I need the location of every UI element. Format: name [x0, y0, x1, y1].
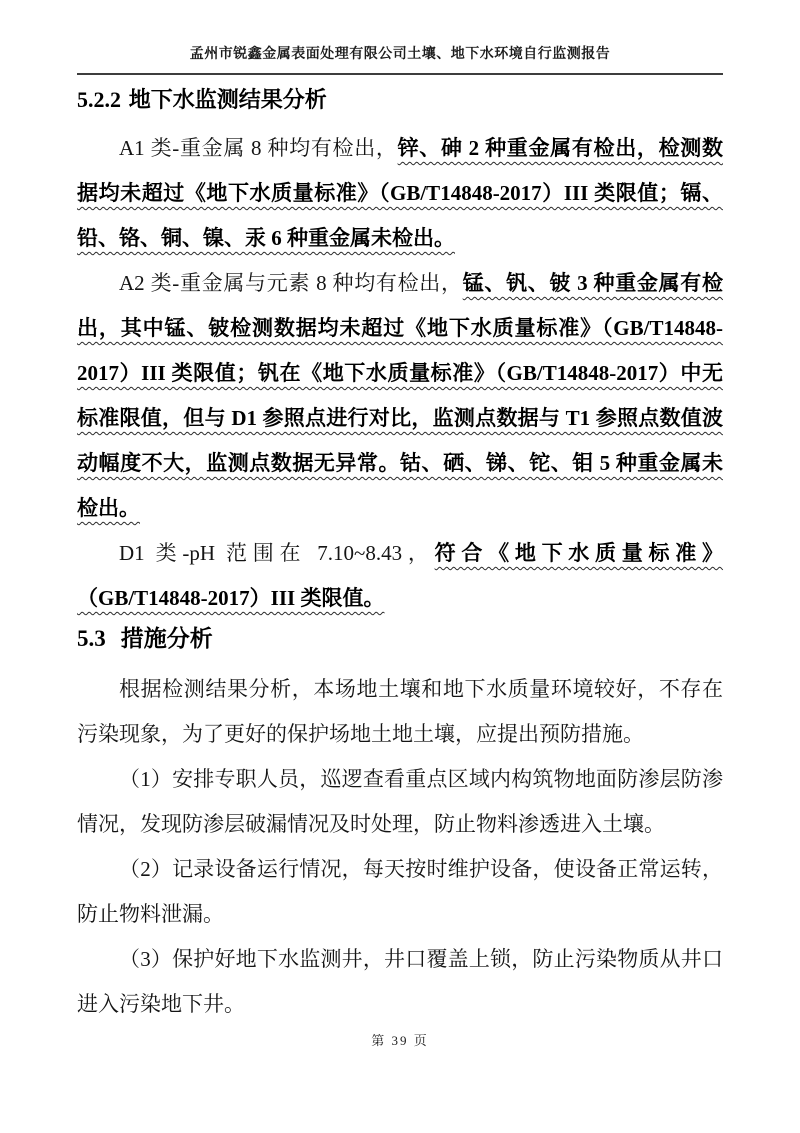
- paragraph-a2: [77, 261, 723, 531]
- paragraph-d1: [77, 531, 723, 621]
- paragraph-measure-1: （1）安排专职人员，巡逻查看重点区域内构筑物地面防渗层防渗情况，发现防渗层破漏情况及时处理，防止物料渗透进入土壤。: [77, 767, 723, 836]
- section-heading-5-2-2-title: 地下水监测结果分析: [128, 87, 327, 112]
- section-heading-5-3: [77, 623, 723, 655]
- section-heading-5-3-title: 措施分析: [120, 626, 213, 651]
- section-heading-5-3-number: 5.3: [77, 626, 106, 651]
- section-heading-5-2-2-number: 5.2.2: [77, 87, 121, 112]
- header-divider: [77, 73, 723, 75]
- section-heading-5-2-2: [77, 85, 723, 115]
- page-number: 第 39 页: [371, 1033, 429, 1048]
- document-body: [77, 85, 723, 1027]
- report-title: 孟州市锐鑫金属表面处理有限公司土壤、地下水环境自行监测报告: [189, 47, 611, 62]
- paragraph-a2-emphasis: 锰、钒、铍 3 种重金属有检出，其中锰、铍检测数据均未超过《地下水质量标准》（GB/T14848-2017）III 类限值；钒在《地下水质量标准》（GB/T14848-2017）中无标准限值，但与 D1 参照点进行对比，监测点数据与 T1 参照点数值波动幅度不大，监测点数据无异常。钴、硒、锑、铊、钼 5 种重金属未检出。: [77, 271, 723, 520]
- page-footer: [0, 1030, 800, 1049]
- paragraph-measure-3: （3）保护好地下水监测井，井口覆盖上锁，防止污染物质从井口进入污染地下井。: [77, 947, 723, 1016]
- paragraph-d1-lead: D1 类-pH 范围在 7.10~8.43，: [119, 541, 435, 565]
- paragraph-a1-lead: A1 类-重金属 8 种均有检出，: [119, 136, 398, 160]
- paragraph-d1-emphasis: 符合《地下水质量标准》（GB/T14848-2017）III 类限值。: [77, 541, 724, 610]
- paragraph-a2-lead: A2 类-重金属与元素 8 种均有检出，: [119, 271, 463, 295]
- paragraph-a1: [77, 126, 723, 261]
- paragraph-a1-emphasis: 锌、砷 2 种重金属有检出，检测数据均未超过《地下水质量标准》（GB/T14848-2017）III 类限值；镉、铅、铬、铜、镍、汞 6 种重金属未检出。: [77, 136, 723, 250]
- paragraph-measure-2: （2）记录设备运行情况，每天按时维护设备，使设备正常运转，防止物料泄漏。: [77, 857, 723, 926]
- page-header: [77, 0, 723, 75]
- paragraph-measures-intro: 根据检测结果分析，本场地土壤和地下水质量环境较好，不存在污染现象，为了更好的保护场地土地土壤，应提出预防措施。: [77, 677, 723, 746]
